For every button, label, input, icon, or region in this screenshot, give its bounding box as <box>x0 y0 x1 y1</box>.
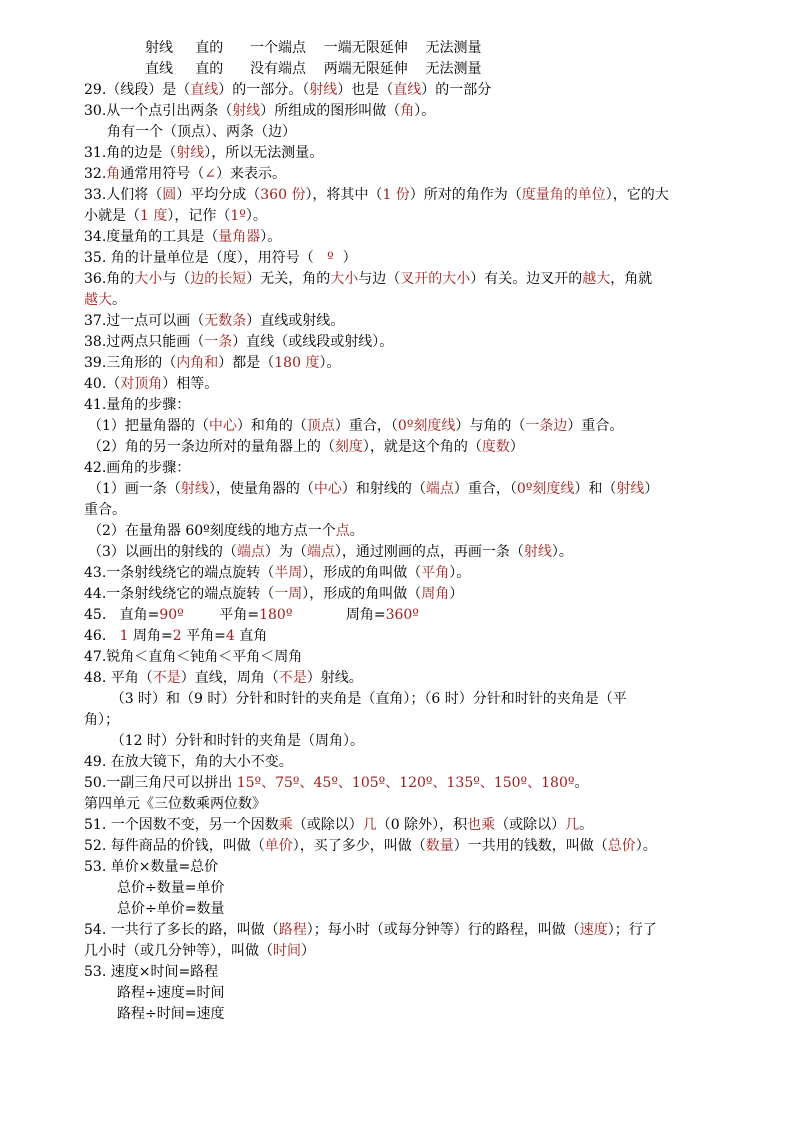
text-line <box>0 584 794 605</box>
answer-text: 1 <box>119 628 129 644</box>
body-text: 总价÷数量=单价 <box>117 880 225 896</box>
answer-text: 时间 <box>273 943 301 959</box>
body-text: 35. 角的计量单位是（度），用符号（ <box>84 250 328 266</box>
text-line <box>0 122 794 143</box>
text-line <box>0 836 794 857</box>
answer-text: º <box>327 250 334 266</box>
answer-text: 90º <box>159 607 184 623</box>
body-text: 29.（线段）是（ <box>84 82 191 98</box>
text-line <box>0 563 794 584</box>
text-line <box>0 1004 794 1025</box>
body-text: ），使量角器的（ <box>208 481 314 497</box>
answer-text: 360 份 <box>260 187 306 203</box>
body-text: 几小时（或几分钟等），叫做（ <box>84 943 273 959</box>
body-text: ）的一部分。（ <box>218 82 310 98</box>
text-line <box>0 920 794 941</box>
text-line <box>0 269 794 290</box>
text-line <box>0 941 794 962</box>
answer-text: 度量角的单位 <box>521 187 606 203</box>
answer-text: 速度 <box>579 922 608 938</box>
answer-text: 总价 <box>607 838 636 854</box>
body-text: ），将其中（ <box>305 187 383 203</box>
body-text: 33.人们将（ <box>84 187 163 203</box>
text-line <box>0 731 794 752</box>
body-text: 通常用符号（ <box>120 166 205 182</box>
body-text: ）。 <box>319 355 341 371</box>
body-text: ），形成的角叫做（ <box>302 586 422 602</box>
body-text: 42.画角的步骤： <box>84 460 191 476</box>
answer-text: 单价 <box>264 838 293 854</box>
body-text: 54. 一共行了多长的路，叫做（ <box>84 922 279 938</box>
text-line <box>0 689 794 710</box>
body-text: ）和射线的（ <box>341 481 426 497</box>
text-line <box>0 647 794 668</box>
answer-text: 1 份 <box>382 187 410 203</box>
answer-text: 量角器 <box>218 229 261 245</box>
body-text: 53. 速度×时间=路程 <box>84 964 219 980</box>
body-text: ） <box>301 943 315 959</box>
body-text: ） <box>509 439 524 455</box>
body-text: ）重合，（ <box>334 418 398 434</box>
body-text: 53. 单价×数量=总价 <box>84 859 219 875</box>
text-line <box>0 227 794 248</box>
body-text: 总价÷单价=数量 <box>117 901 225 917</box>
body-text: （1）把量角器的（ <box>88 418 209 434</box>
answer-text: 15º、75º、45º、105º、120º、135º、150º、180º <box>236 775 575 791</box>
answer-text: 180º <box>259 607 293 623</box>
answer-text: 射线 <box>232 103 261 119</box>
body-text: ）相等。 <box>162 376 219 392</box>
body-text: 射线 直的 一个端点 一端无限延伸 无法测量 <box>145 40 482 56</box>
body-text: ）；行了 <box>607 922 657 938</box>
text-line <box>0 164 794 185</box>
answer-text: 180 度 <box>274 355 320 371</box>
text-line <box>0 101 794 122</box>
text-line <box>0 899 794 920</box>
answer-text: 角 <box>400 103 415 119</box>
text-line <box>0 38 794 59</box>
body-text: 重合。 <box>84 502 126 518</box>
answer-text: 圆 <box>162 187 177 203</box>
text-line <box>0 374 794 395</box>
answer-text: 刻度 <box>334 439 363 455</box>
body-text: （3 时）和（9 时）分针和时针的夹角是（直角）；（6 时）分针和时针的夹角是（平 <box>84 691 627 707</box>
text-line <box>0 710 794 731</box>
body-text: ）。 <box>245 208 267 224</box>
body-text: （12 时）分针和时针的夹角是（周角）。 <box>84 733 364 749</box>
text-line <box>0 815 794 836</box>
body-text: 。 <box>574 775 589 791</box>
answer-text: 端点 <box>425 481 454 497</box>
body-text: ，角就 <box>610 271 653 287</box>
answer-text: 几 <box>565 817 580 833</box>
body-text: 。 <box>579 817 594 833</box>
body-text: 41.量角的步骤： <box>84 397 191 413</box>
body-text: 30.从一个点引出两条（ <box>84 103 233 119</box>
body-text: 路程÷速度=时间 <box>117 985 225 1001</box>
body-text: 38.过两点只能画（ <box>84 334 205 350</box>
body-text: ）也是（ <box>337 82 394 98</box>
body-text: ）。 <box>635 838 657 854</box>
text-line <box>0 857 794 878</box>
body-text: 40.（ <box>84 376 121 392</box>
body-text: 。 <box>112 292 126 308</box>
body-text: 与边（ <box>358 271 401 287</box>
body-text: ），形成的角叫做（ <box>302 565 422 581</box>
body-text: ）和（ <box>574 481 617 497</box>
answer-text: 射线 <box>309 82 338 98</box>
text-line <box>0 59 794 80</box>
answer-text: 叉开的大小 <box>400 271 471 287</box>
answer-text: 端点 <box>306 544 335 560</box>
body-text: 32. <box>84 166 107 182</box>
body-text: ）重合，（ <box>453 481 517 497</box>
answer-text: 对顶角 <box>120 376 163 392</box>
text-line <box>0 773 794 794</box>
answer-text: 也乘 <box>467 817 496 833</box>
text-line <box>0 962 794 983</box>
body-text: （3）以画出的射线的（ <box>88 544 237 560</box>
text-line <box>0 521 794 542</box>
answer-text: 路程 <box>278 922 307 938</box>
answer-text: 乘 <box>278 817 293 833</box>
answer-text: 大小 <box>134 271 163 287</box>
body-text: 第四单元《三位数乘两位数》 <box>84 796 266 812</box>
answer-text: 一条边 <box>525 418 568 434</box>
text-line <box>0 479 794 500</box>
text-line <box>0 794 794 815</box>
text-line <box>0 605 794 626</box>
body-text: 与（ <box>162 271 191 287</box>
body-text: ）直线或射线。 <box>246 313 345 329</box>
body-text: ） <box>449 586 464 602</box>
body-text: 46. <box>84 628 120 644</box>
answer-text: 射线 <box>523 544 552 560</box>
body-text: ）一共用的钱数，叫做（ <box>453 838 608 854</box>
answer-text: 越大 <box>582 271 611 287</box>
body-text: ） <box>644 481 659 497</box>
body-text: ），通过刚画的点，再画一条（ <box>334 544 524 560</box>
answer-text: 射线 <box>176 145 205 161</box>
answer-text: 4 <box>225 628 235 644</box>
body-text: 37.过一点可以画（ <box>84 313 205 329</box>
answer-text: 越大 <box>84 292 112 308</box>
answer-text: 中心 <box>208 418 237 434</box>
body-text: 52. 每件商品的价钱，叫做（ <box>84 838 265 854</box>
text-line <box>0 80 794 101</box>
answer-text: 大小 <box>330 271 359 287</box>
body-text: ） <box>333 250 357 266</box>
body-text: ），它的大 <box>605 187 669 203</box>
answer-text: 直线 <box>393 82 422 98</box>
body-text: ），所以无法测量。 <box>204 145 324 161</box>
answer-text: 0º刻度线 <box>397 418 456 434</box>
body-text: 直线 直的 没有端点 两端无限延伸 无法测量 <box>145 61 482 77</box>
text-line <box>0 353 794 374</box>
body-text: ）所组成的图形叫做（ <box>260 103 401 119</box>
text-line <box>0 143 794 164</box>
answer-text: 度数 <box>481 439 510 455</box>
body-text: ）所对的角作为（ <box>409 187 522 203</box>
body-text: 。 <box>349 523 364 539</box>
body-text: 小就是（ <box>84 208 140 224</box>
answer-text: ∠ <box>204 166 216 182</box>
body-text: 直角 <box>234 628 268 644</box>
answer-text: 2 <box>172 628 182 644</box>
answer-text: 1 度 <box>140 208 168 224</box>
body-text: （0 除外），积 <box>376 817 468 833</box>
body-text: 角有一个（顶点）、两条（边） <box>107 124 296 140</box>
body-text: （1）画一条（ <box>88 481 181 497</box>
body-text: ）直线（或线段或射线）。 <box>232 334 394 350</box>
body-text: 45. 直角= <box>84 607 160 623</box>
body-text: ）的一部分 <box>421 82 492 98</box>
body-text: ）都是（ <box>218 355 275 371</box>
text-line <box>0 416 794 437</box>
body-text: 36.角的 <box>84 271 135 287</box>
answer-text: 1º <box>230 208 246 224</box>
body-text: ）来表示。 <box>216 166 286 182</box>
answer-text: 平角 <box>421 565 450 581</box>
text-line <box>0 395 794 416</box>
body-text: （或除以） <box>495 817 566 833</box>
body-text: 48. 平角（ <box>84 670 153 686</box>
body-text: 34.度量角的工具是（ <box>84 229 219 245</box>
body-text: ）射线。 <box>306 670 363 686</box>
answer-text: 点 <box>335 523 350 539</box>
answer-text: 直线 <box>190 82 219 98</box>
text-line <box>0 248 794 269</box>
body-text: ），就是这个角的（ <box>362 439 482 455</box>
text-line <box>0 668 794 689</box>
body-text: ）。 <box>260 229 282 245</box>
body-text: ）重合。 <box>567 418 624 434</box>
answer-text: 不是 <box>278 670 307 686</box>
body-text: ）无关，角的 <box>246 271 331 287</box>
text-line <box>0 437 794 458</box>
answer-text: 360º <box>385 607 419 623</box>
answer-text: 顶点 <box>306 418 335 434</box>
body-text: ）和角的（ <box>236 418 307 434</box>
body-text: （或除以） <box>292 817 363 833</box>
text-line <box>0 878 794 899</box>
answer-text: 数量 <box>425 838 454 854</box>
answer-text: 射线 <box>180 481 209 497</box>
body-text: 平角= <box>183 607 260 623</box>
answer-text: 几 <box>362 817 377 833</box>
answer-text: 角 <box>106 166 121 182</box>
answer-text: 不是 <box>152 670 181 686</box>
body-text: 44.一条射线绕它的端点旋转（ <box>84 586 275 602</box>
body-text: ）。 <box>414 103 436 119</box>
answer-text: 半周 <box>274 565 303 581</box>
text-line <box>0 500 794 521</box>
body-text: 周角= <box>292 607 386 623</box>
answer-text: 端点 <box>236 544 265 560</box>
text-line <box>0 752 794 773</box>
text-line <box>0 542 794 563</box>
body-text: ）与角的（ <box>455 418 526 434</box>
body-text: ）。 <box>449 565 471 581</box>
body-text: 51. 一个因数不变，另一个因数 <box>84 817 279 833</box>
body-text: 49. 在放大镜下，角的大小不变。 <box>84 754 293 770</box>
body-text: 路程÷时间=速度 <box>117 1006 225 1022</box>
body-text: 47.锐角＜直角＜钝角＜平角＜周角 <box>84 649 303 665</box>
body-text: ）平均分成（ <box>176 187 261 203</box>
answer-text: 一条 <box>204 334 233 350</box>
text-line <box>0 458 794 479</box>
body-text: ）。 <box>551 544 573 560</box>
answer-text: 边的长短 <box>190 271 247 287</box>
body-text: （2）角的另一条边所对的量角器上的（ <box>88 439 335 455</box>
text-line <box>0 626 794 647</box>
body-text: ），买了多少，叫做（ <box>292 838 426 854</box>
text-line <box>0 311 794 332</box>
body-text: （2）在量角器 60º刻度线的地方点一个 <box>88 523 336 539</box>
answer-text: 0º刻度线 <box>516 481 575 497</box>
text-line <box>0 983 794 1004</box>
text-line <box>0 290 794 311</box>
text-line <box>0 206 794 227</box>
answer-text: 射线 <box>616 481 645 497</box>
body-text: 角）； <box>84 712 119 728</box>
body-text: ）为（ <box>264 544 307 560</box>
body-text: 43.一条射线绕它的端点旋转（ <box>84 565 275 581</box>
answer-text: 中心 <box>313 481 342 497</box>
body-text: 平角= <box>181 628 226 644</box>
body-text: ）直线，周角（ <box>180 670 279 686</box>
answer-text: 一周 <box>274 586 303 602</box>
text-line <box>0 332 794 353</box>
answer-text: 周角 <box>421 586 450 602</box>
text-line <box>0 185 794 206</box>
body-text: 39.三角形的（ <box>84 355 177 371</box>
answer-text: 内角和 <box>176 355 219 371</box>
answer-text: 无数条 <box>204 313 247 329</box>
body-text: ）；每小时（或每分钟等）行的路程，叫做（ <box>306 922 580 938</box>
body-text: ），记作（ <box>167 208 231 224</box>
body-text: 31.角的边是（ <box>84 145 177 161</box>
body-text: 周角= <box>128 628 173 644</box>
body-text: ）有关。边叉开的 <box>470 271 583 287</box>
body-text: 50.一副三角尺可以拼出 <box>84 775 237 791</box>
